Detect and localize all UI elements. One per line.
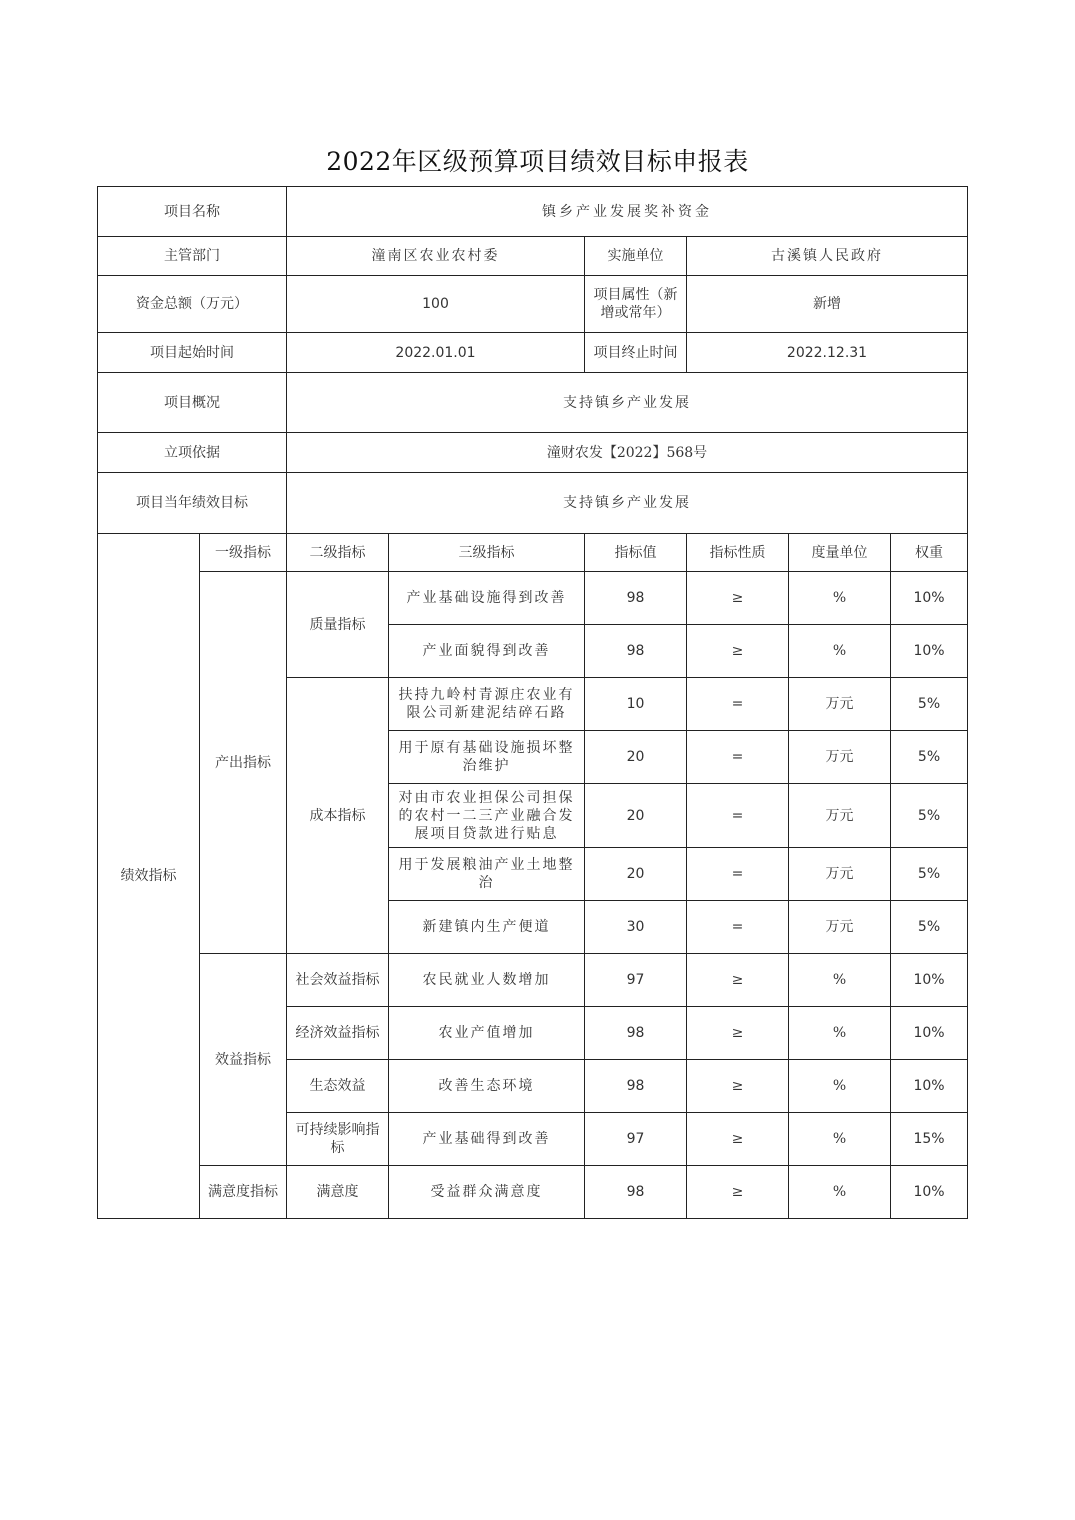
weight-cell: 5% — [891, 901, 968, 954]
l2-economic: 经济效益指标 — [287, 1007, 389, 1060]
overview-value: 支持镇乡产业发展 — [287, 373, 968, 433]
dept-label: 主管部门 — [98, 237, 287, 276]
value-cell: 20 — [585, 784, 687, 848]
col-header-unit: 度量单位 — [789, 534, 891, 572]
l3-cell: 对由市农业担保公司担保的农村一二三产业融合发展项目贷款进行贴息 — [389, 784, 585, 848]
l2-cost: 成本指标 — [287, 678, 389, 954]
impl-value: 古溪镇人民政府 — [687, 237, 968, 276]
row-project-name — [98, 187, 968, 237]
goal-value: 支持镇乡产业发展 — [287, 473, 968, 534]
unit-cell: 万元 — [789, 731, 891, 784]
weight-cell: 5% — [891, 848, 968, 901]
unit-cell: % — [789, 1007, 891, 1060]
weight-cell: 10% — [891, 572, 968, 625]
l3-cell: 用于原有基础设施损坏整治维护 — [389, 731, 585, 784]
nature-cell: = — [687, 848, 789, 901]
unit-cell: 万元 — [789, 784, 891, 848]
weight-cell: 5% — [891, 678, 968, 731]
value-cell: 20 — [585, 848, 687, 901]
weight-cell: 10% — [891, 1060, 968, 1113]
weight-cell: 10% — [891, 625, 968, 678]
weight-cell: 10% — [891, 1166, 968, 1219]
l1-benefit: 效益指标 — [200, 954, 287, 1166]
l3-cell: 产业基础得到改善 — [389, 1113, 585, 1166]
col-header-weight: 权重 — [891, 534, 968, 572]
value-cell: 10 — [585, 678, 687, 731]
unit-cell: % — [789, 625, 891, 678]
end-value: 2022.12.31 — [687, 333, 968, 373]
basis-label: 立项依据 — [98, 433, 287, 473]
value-cell: 98 — [585, 572, 687, 625]
l3-cell: 用于发展粮油产业土地整治 — [389, 848, 585, 901]
total-label: 资金总额（万元） — [98, 276, 287, 333]
nature-cell: ≥ — [687, 1007, 789, 1060]
impl-label: 实施单位 — [585, 237, 687, 276]
attr-value: 新增 — [687, 276, 968, 333]
unit-cell: % — [789, 954, 891, 1007]
nature-cell: = — [687, 678, 789, 731]
nature-cell: = — [687, 901, 789, 954]
table-row — [98, 954, 968, 1007]
l2-ecological: 生态效益 — [287, 1060, 389, 1113]
row-total — [98, 276, 968, 333]
value-cell: 98 — [585, 1060, 687, 1113]
overview-label: 项目概况 — [98, 373, 287, 433]
l3-cell: 受益群众满意度 — [389, 1166, 585, 1219]
weight-cell: 10% — [891, 954, 968, 1007]
l3-cell: 产业基础设施得到改善 — [389, 572, 585, 625]
unit-cell: 万元 — [789, 848, 891, 901]
page-title: 2022年区级预算项目绩效目标申报表 — [326, 147, 749, 176]
l1-output: 产出指标 — [200, 572, 287, 954]
l3-cell: 扶持九岭村青源庄农业有限公司新建泥结碎石路 — [389, 678, 585, 731]
weight-cell: 15% — [891, 1113, 968, 1166]
weight-cell: 10% — [891, 1007, 968, 1060]
row-dates — [98, 333, 968, 373]
table-row — [98, 1166, 968, 1219]
project-name-label: 项目名称 — [98, 187, 287, 237]
goal-label: 项目当年绩效目标 — [98, 473, 287, 534]
unit-cell: % — [789, 572, 891, 625]
unit-cell: % — [789, 1060, 891, 1113]
nature-cell: ≥ — [687, 1060, 789, 1113]
l3-cell: 农民就业人数增加 — [389, 954, 585, 1007]
basis-value: 潼财农发【2022】568号 — [287, 433, 968, 473]
value-cell: 98 — [585, 1166, 687, 1219]
nature-cell: ≥ — [687, 1113, 789, 1166]
col-header-l2: 二级指标 — [287, 534, 389, 572]
nature-cell: ≥ — [687, 1166, 789, 1219]
value-cell: 20 — [585, 731, 687, 784]
end-label: 项目终止时间 — [585, 333, 687, 373]
project-name-value: 镇乡产业发展奖补资金 — [287, 187, 968, 237]
nature-cell: ≥ — [687, 625, 789, 678]
nature-cell: ≥ — [687, 954, 789, 1007]
row-department — [98, 237, 968, 276]
value-cell: 97 — [585, 954, 687, 1007]
col-header-value: 指标值 — [585, 534, 687, 572]
nature-cell: = — [687, 731, 789, 784]
l2-social: 社会效益指标 — [287, 954, 389, 1007]
start-value: 2022.01.01 — [287, 333, 585, 373]
table-row — [98, 572, 968, 625]
nature-cell: ≥ — [687, 572, 789, 625]
start-label: 项目起始时间 — [98, 333, 287, 373]
row-goal — [98, 473, 968, 534]
col-header-l1: 一级指标 — [200, 534, 287, 572]
dept-value: 潼南区农业农村委 — [287, 237, 585, 276]
total-value: 100 — [287, 276, 585, 333]
l1-satisfaction: 满意度指标 — [200, 1166, 287, 1219]
unit-cell: 万元 — [789, 901, 891, 954]
row-basis — [98, 433, 968, 473]
perf-section-label: 绩效指标 — [98, 534, 200, 1219]
unit-cell: % — [789, 1166, 891, 1219]
row-overview — [98, 373, 968, 433]
l3-cell: 新建镇内生产便道 — [389, 901, 585, 954]
attr-label: 项目属性（新增或常年） — [585, 276, 687, 333]
l3-cell: 农业产值增加 — [389, 1007, 585, 1060]
weight-cell: 5% — [891, 731, 968, 784]
weight-cell: 5% — [891, 784, 968, 848]
col-header-l3: 三级指标 — [389, 534, 585, 572]
value-cell: 98 — [585, 625, 687, 678]
unit-cell: 万元 — [789, 678, 891, 731]
l3-cell: 产业面貌得到改善 — [389, 625, 585, 678]
col-header-nature: 指标性质 — [687, 534, 789, 572]
l2-satisfaction: 满意度 — [287, 1166, 389, 1219]
l2-sustainable: 可持续影响指标 — [287, 1113, 389, 1166]
performance-target-form — [97, 186, 968, 1219]
l3-cell: 改善生态环境 — [389, 1060, 585, 1113]
unit-cell: % — [789, 1113, 891, 1166]
l2-quality: 质量指标 — [287, 572, 389, 678]
value-cell: 30 — [585, 901, 687, 954]
nature-cell: = — [687, 784, 789, 848]
value-cell: 97 — [585, 1113, 687, 1166]
perf-header-row — [98, 534, 968, 572]
value-cell: 98 — [585, 1007, 687, 1060]
